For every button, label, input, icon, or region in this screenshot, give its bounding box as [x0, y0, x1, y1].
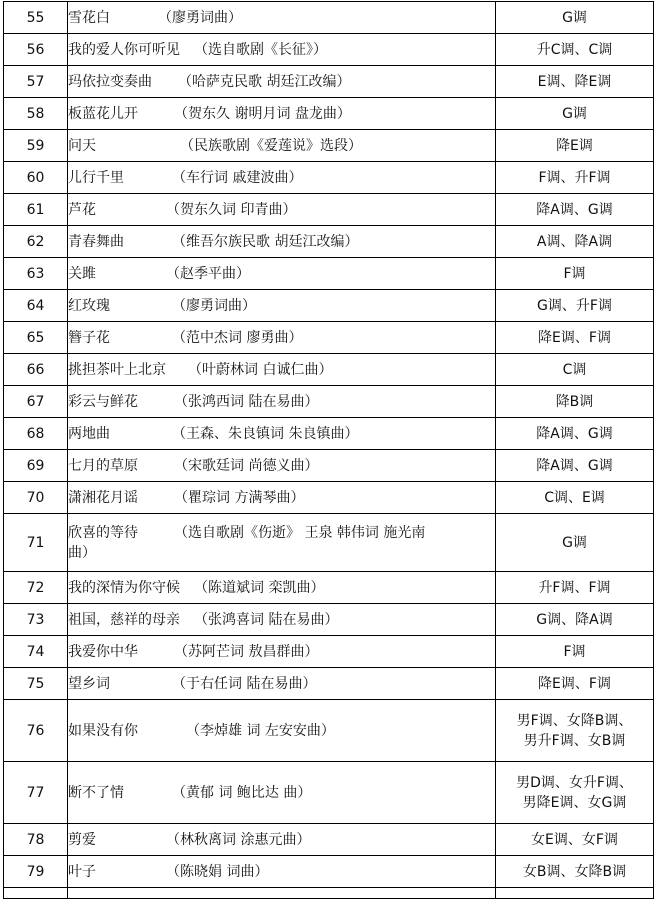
song-key: 升C调、C调	[496, 34, 654, 66]
song-cell	[68, 354, 496, 386]
partial-cell	[68, 888, 496, 899]
table-row	[4, 636, 654, 668]
song-cell	[68, 258, 496, 290]
table-row	[4, 2, 654, 34]
row-number: 75	[4, 668, 68, 700]
song-credit: （宋歌廷词 尚德义曲）	[174, 457, 319, 474]
song-cell	[68, 226, 496, 258]
table-row	[4, 162, 654, 194]
song-credit: （贺东久词 印青曲）	[166, 201, 297, 218]
song-cell	[68, 636, 496, 668]
table-row	[4, 856, 654, 888]
row-number: 70	[4, 482, 68, 514]
song-key-continued: 男升F调、女B调	[523, 732, 626, 749]
table-row	[4, 762, 654, 824]
song-title: 彩云与鲜花	[68, 393, 138, 410]
song-cell	[68, 824, 496, 856]
song-title: 祖国，慈祥的母亲	[68, 611, 180, 628]
table-row	[4, 386, 654, 418]
song-credit: （于右任词 陆在易曲）	[172, 675, 317, 692]
table-row	[4, 824, 654, 856]
row-number: 69	[4, 450, 68, 482]
table-row	[4, 66, 654, 98]
table-row	[4, 322, 654, 354]
song-key: A调、降A调	[496, 226, 654, 258]
row-number: 79	[4, 856, 68, 888]
song-title: 如果没有你	[68, 722, 138, 739]
song-title: 断不了情	[68, 784, 124, 801]
row-number: 55	[4, 2, 68, 34]
table-row	[4, 514, 654, 572]
row-number: 61	[4, 194, 68, 226]
song-key: F调	[496, 258, 654, 290]
song-cell	[68, 98, 496, 130]
song-cell	[68, 668, 496, 700]
row-number: 73	[4, 604, 68, 636]
song-key: 降A调、G调	[496, 194, 654, 226]
song-key: G调	[496, 98, 654, 130]
song-title: 雪花白	[68, 9, 110, 26]
row-number: 58	[4, 98, 68, 130]
song-title: 儿行千里	[68, 169, 124, 186]
song-key: 升F调、F调	[496, 572, 654, 604]
row-number: 59	[4, 130, 68, 162]
row-number: 68	[4, 418, 68, 450]
table-row	[4, 604, 654, 636]
song-table	[3, 1, 654, 899]
table-row	[4, 130, 654, 162]
song-credit: （廖勇词曲）	[172, 297, 256, 314]
row-number: 71	[4, 514, 68, 572]
song-cell	[68, 514, 496, 572]
song-key: G调	[496, 514, 654, 572]
table-row	[4, 34, 654, 66]
song-key: 男D调、女升F调、	[516, 774, 633, 791]
song-cell	[68, 34, 496, 66]
song-credit: （李焯雄 词 左安安曲）	[186, 722, 335, 739]
song-key-continued: 男降E调、女G调	[522, 794, 627, 811]
song-key: 降A调、G调	[496, 450, 654, 482]
song-credit: （陈道斌词 栾凯曲）	[194, 579, 325, 596]
song-credit: （车行词 戚建波曲）	[172, 169, 303, 186]
song-credit: （贺东久 谢明月词 盘龙曲）	[174, 105, 351, 122]
song-title: 七月的草原	[68, 457, 138, 474]
row-number: 77	[4, 762, 68, 824]
row-number: 60	[4, 162, 68, 194]
song-cell	[68, 572, 496, 604]
song-key: 降A调、G调	[496, 418, 654, 450]
song-credit: （陈晓娟 词曲）	[166, 863, 269, 880]
table-row	[4, 290, 654, 322]
song-cell	[68, 856, 496, 888]
row-number: 63	[4, 258, 68, 290]
song-cell	[68, 700, 496, 762]
song-cell	[68, 450, 496, 482]
row-number: 66	[4, 354, 68, 386]
song-title: 叶子	[68, 863, 96, 880]
song-credit: （民族歌剧《爱莲说》选段）	[180, 137, 362, 154]
song-key: 降B调	[496, 386, 654, 418]
song-title: 挑担茶叶上北京	[68, 361, 166, 378]
song-key: G调、升F调	[496, 290, 654, 322]
song-title: 潇湘花月谣	[68, 489, 138, 506]
song-title: 板蓝花儿开	[68, 105, 138, 122]
song-credit: （苏阿芒词 敖昌群曲）	[174, 643, 319, 660]
row-number: 64	[4, 290, 68, 322]
table-row	[4, 572, 654, 604]
table-row	[4, 450, 654, 482]
song-credit: （叶蔚林词 白诚仁曲）	[188, 361, 333, 378]
song-credit: （范中杰词 廖勇曲）	[172, 329, 303, 346]
row-number: 57	[4, 66, 68, 98]
song-cell	[68, 130, 496, 162]
song-credit: （王森、朱良镇词 朱良镇曲）	[172, 425, 359, 442]
row-number: 78	[4, 824, 68, 856]
song-cell	[68, 194, 496, 226]
song-credit: （黄郁 词 鲍比达 曲）	[172, 784, 312, 801]
table-row	[4, 482, 654, 514]
song-key: 女B调、女降B调	[496, 856, 654, 888]
song-cell	[68, 604, 496, 636]
table-row	[4, 194, 654, 226]
row-number: 72	[4, 572, 68, 604]
song-key: F调、升F调	[496, 162, 654, 194]
song-key: C调、E调	[496, 482, 654, 514]
row-number: 74	[4, 636, 68, 668]
song-cell	[68, 418, 496, 450]
song-cell	[68, 322, 496, 354]
song-title: 关雎	[68, 265, 96, 282]
song-title: 剪爱	[68, 831, 96, 848]
song-title: 我的深情为你守候	[68, 579, 180, 596]
table-row	[4, 258, 654, 290]
song-title: 玛依拉变奏曲	[68, 73, 152, 90]
table-row	[4, 700, 654, 762]
song-credit: （林秋离词 涂惠元曲）	[166, 831, 311, 848]
song-title: 欣喜的等待	[68, 524, 138, 541]
song-title: 两地曲	[68, 425, 110, 442]
song-credit: （选自歌剧《伤逝》 王泉 韩伟词 施光南	[174, 524, 426, 541]
row-number: 56	[4, 34, 68, 66]
table-row	[4, 668, 654, 700]
song-title: 青春舞曲	[68, 233, 124, 250]
song-key-cell	[496, 762, 654, 824]
song-key: 男F调、女降B调、	[516, 712, 633, 729]
song-credit: （张鸿西词 陆在易曲）	[174, 393, 319, 410]
song-cell	[68, 2, 496, 34]
song-cell	[68, 482, 496, 514]
song-title: 簪子花	[68, 329, 110, 346]
song-credit: （张鸿喜词 陆在易曲）	[194, 611, 339, 628]
song-key: G调	[496, 2, 654, 34]
song-key-cell	[496, 700, 654, 762]
song-title: 芦花	[68, 201, 96, 218]
song-title: 我爱你中华	[68, 643, 138, 660]
song-key: C调	[496, 354, 654, 386]
song-cell	[68, 162, 496, 194]
partial-cell	[496, 888, 654, 899]
song-cell	[68, 762, 496, 824]
song-title: 红玫瑰	[68, 297, 110, 314]
song-credit-continued: 曲）	[68, 544, 96, 561]
song-key: 降E调	[496, 130, 654, 162]
table-row	[4, 354, 654, 386]
song-credit: （选自歌剧《长征》）	[194, 41, 327, 58]
song-key: F调	[496, 636, 654, 668]
song-cell	[68, 290, 496, 322]
table-row-partial	[4, 888, 654, 899]
song-key: 女E调、女F调	[496, 824, 654, 856]
song-title: 望乡词	[68, 675, 110, 692]
song-title: 问天	[68, 137, 96, 154]
row-number: 76	[4, 700, 68, 762]
song-key: G调、降A调	[496, 604, 654, 636]
song-credit: （瞿琮词 方满琴曲）	[174, 489, 305, 506]
row-number: 62	[4, 226, 68, 258]
song-credit: （哈萨克民歌 胡廷江改编）	[178, 73, 351, 90]
table-row	[4, 226, 654, 258]
row-number: 65	[4, 322, 68, 354]
song-credit: （赵季平曲）	[166, 265, 250, 282]
partial-cell	[4, 888, 68, 899]
song-credit: （维吾尔族民歌 胡廷江改编）	[172, 233, 359, 250]
song-credit: （廖勇词曲）	[158, 9, 242, 26]
song-cell	[68, 386, 496, 418]
table-row	[4, 98, 654, 130]
row-number: 67	[4, 386, 68, 418]
table-row	[4, 418, 654, 450]
song-key: 降E调、F调	[496, 668, 654, 700]
song-key: 降E调、F调	[496, 322, 654, 354]
song-cell	[68, 66, 496, 98]
song-title: 我的爱人你可听见	[68, 41, 180, 58]
song-key: E调、降E调	[496, 66, 654, 98]
